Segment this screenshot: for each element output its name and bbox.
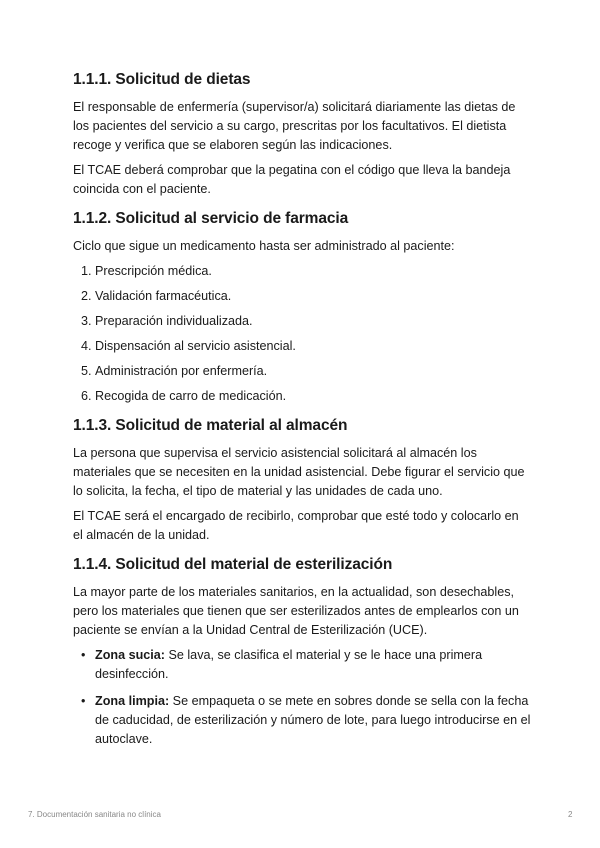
footer-title: 7. Documentación sanitaria no clínica (28, 810, 161, 819)
section-farmacia (73, 209, 531, 406)
list-item: 4. Dispensación al servicio asistencial. (95, 337, 531, 356)
zones-list (73, 646, 531, 749)
section-title: 1.1.3. Solicitud de material al almacén (73, 417, 348, 434)
bullet-icon: • (81, 694, 86, 708)
section-title: 1.1.2. Solicitud al servicio de farmacia (73, 210, 349, 227)
list-item (81, 646, 531, 684)
paragraph: El responsable de enfermería (supervisor/a) solicitará diariamente las dietas de los pacientes del servicio a su cargo, prescritas por los facultativos. El dietista recoge y verifica que se elaboren según las indicaciones. (73, 100, 516, 152)
list-item: 6. Recogida de carro de medicación. (95, 387, 531, 406)
bullet-icon: • (81, 648, 86, 662)
paragraph: La persona que supervisa el servicio asistencial solicitará al almacén los materiales que se necesiten en la unidad asistencial. Debe figurar el servicio que lo solicita, la fecha, el tipo de material y las unidades de cada uno. (73, 446, 525, 498)
page-number: 2 (568, 810, 573, 819)
list-item: 3. Preparación individualizada. (95, 312, 531, 331)
section-esterilizacion (73, 555, 531, 749)
section-almacen (73, 416, 531, 545)
list-item: 5. Administración por enfermería. (95, 362, 531, 381)
zone-text: Se lava, se clasifica el material y se le hace una primera desinfección. (95, 648, 483, 681)
zone-label: Zona limpia: (95, 694, 170, 708)
list-item: 2. Validación farmacéutica. (95, 287, 531, 306)
paragraph: El TCAE deberá comprobar que la pegatina con el código que lleva la bandeja coincida con el paciente. (73, 163, 511, 196)
list-item (81, 692, 531, 749)
zone-label: Zona sucia: (95, 648, 165, 662)
paragraph: La mayor parte de los materiales sanitarios, en la actualidad, son desechables, pero los materiales que tienen que ser esterilizados antes de emplearlos con un paciente se envían a la Unidad Central de Esterilización (UCE). (73, 585, 519, 637)
paragraph: El TCAE será el encargado de recibirlo, comprobar que esté todo y colocarlo en el almacén de la unidad. (73, 509, 519, 542)
paragraph: Ciclo que sigue un medicamento hasta ser administrado al paciente: (73, 239, 455, 253)
section-dietas (73, 70, 531, 199)
medication-cycle-list (73, 262, 531, 406)
section-title: 1.1.4. Solicitud del material de esterilización (73, 556, 393, 573)
page-content (73, 70, 531, 759)
section-title: 1.1.1. Solicitud de dietas (73, 71, 251, 88)
list-item: 1. Prescripción médica. (95, 262, 531, 281)
zone-text: Se empaqueta o se mete en sobres donde se sella con la fecha de caducidad, de esterilización y número de lote, para luego introducirse en el autoclave. (95, 694, 531, 746)
